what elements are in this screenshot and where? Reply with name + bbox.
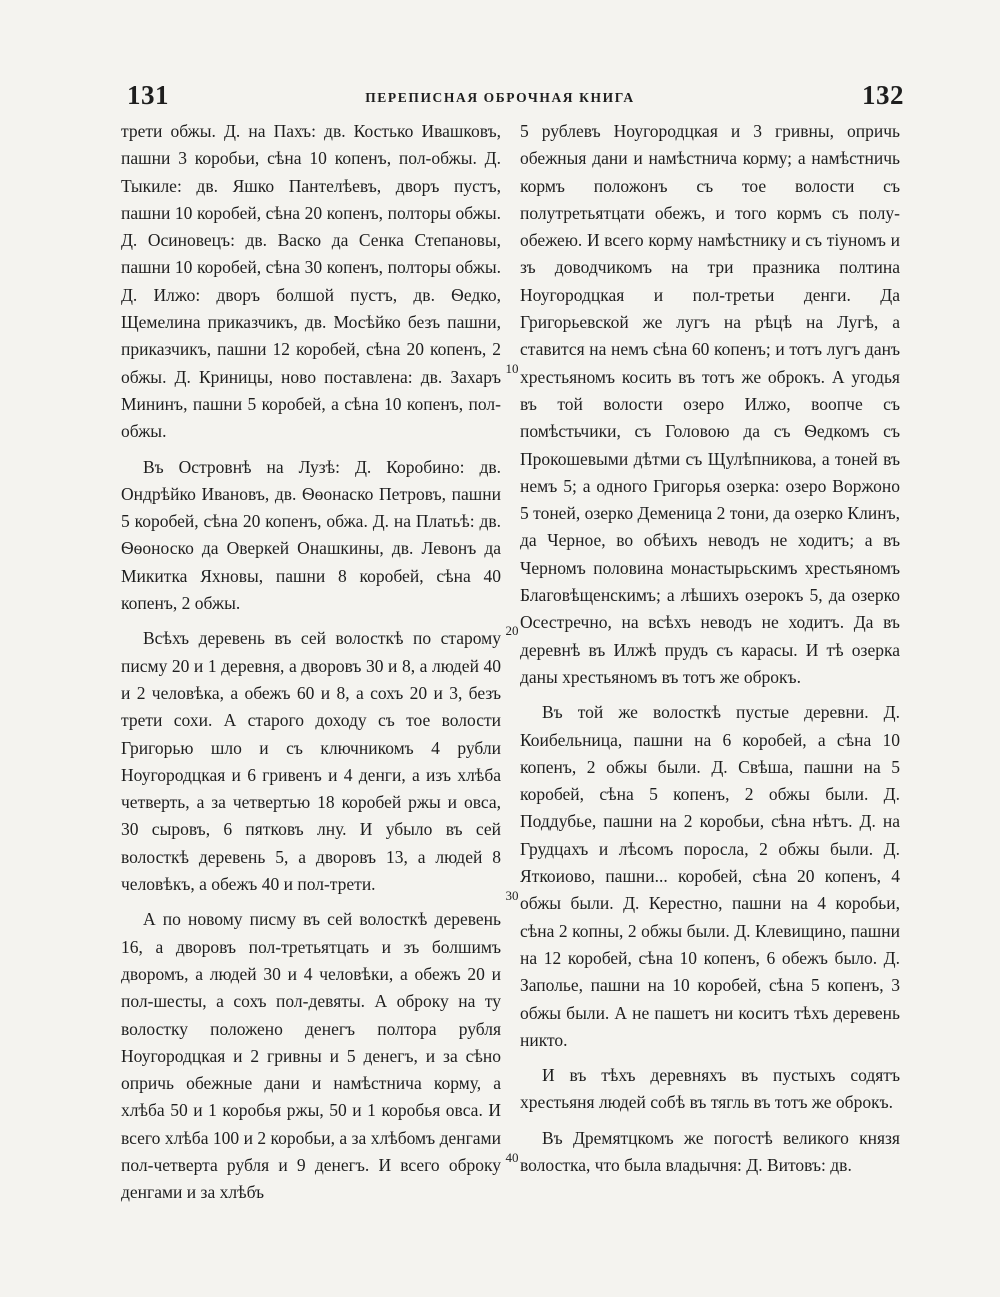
right-column xyxy=(520,118,900,1187)
paragraph: 5 рублевъ Ноугородцкая и 3 гривны, опричь обежныя дани и намѣстнича корму; а намѣстничь кормъ положонъ съ тое волости съ полутретьятцати обежъ, и того кормъ съ полу-обежею. И всего корму намѣстнику и съ тіуномъ и зъ доводчикомъ на три празника полтина Ноугородцкая и пол-третьи денги. Да Григорьевской же лугъ на рѣцѣ на Лугѣ, а ставится на немъ сѣна 60 копенъ; и тотъ лугъ данъ хрестьяномъ косить въ тотъ же оброкъ. А угодья въ той волости озеро Илжо, воопче съ помѣстьчики, съ Головою да съ Ѳедкомъ съ Прокошевыми дѣтми съ Щулѣпникова, а тоней въ немъ 5; а одного Григорья озерка: озеро Воржоно 5 тоней, озерко Деменица 2 тони, да озерко Клинъ, да Черное, во обѣихъ неводъ не ходитъ; а въ Черномъ половина монастырьскимъ хрестьяномъ Благовѣщенскимъ; а лѣшихъ озерокъ 5, да озерко Осестречно, на всѣхъ неводъ не ходитъ. Да въ деревнѣ въ Илжѣ прудъ съ карасы. И тѣ озерка даны хрестьяномъ въ тотъ же оброкъ. xyxy=(520,121,900,687)
page-number-right: 132 xyxy=(862,80,904,110)
line-number: 10 xyxy=(505,361,519,376)
paragraph: Въ Дремятцкомъ же погостѣ великого князя волостка, что была владычня: Д. Витовъ: дв. xyxy=(520,1127,900,1175)
paragraph: Въ той же волосткѣ пустые деревни. Д. Коибельница, пашни на 6 коробей, а сѣна 10 копенъ, 2 обжы были. Д. Свѣша, пашни на 5 коробей, сѣна 5 копенъ, 2 обжы были. Д. Поддубье, пашни на 2 коробьи, сѣна нѣтъ. Д. на Грудцахъ и лѣсомъ поросла, 2 обжы были. Д. Яткоиово, пашни... коробей, сѣна 20 копенъ, 4 обжы были. Д. Керестно, пашни на 4 коробьи, сѣна 2 копны, 2 обжы были. Д. Клевищино, пашни на 12 коробей, сѣна 10 копенъ, 6 обежъ было. Д. Заполье, пашни на 10 коробей, сѣна 5 копенъ, 3 обжы были. А не пашетъ ни коситъ тѣхъ деревень никто. xyxy=(520,702,900,1050)
page-number-left: 131 xyxy=(127,80,169,110)
paragraph: трети обжы. Д. на Пахъ: дв. Костько Ивашковъ, пашни 3 коробьи, сѣна 10 копенъ, пол-обжы. Д. Тыкиле: дв. Яшко Пантелѣевъ, дворъ пустъ, пашни 10 коробей, сѣна 20 копенъ, полторы обжы. Д. Осиновецъ: дв. Васко да Сенка Степановы, пашни 10 коробей, сѣна 30 копенъ, полторы обжы. Д. Илжо: дворъ болшой пустъ, дв. Ѳедко, Щемелина приказчикъ, дв. Мосѣйко безъ пашни, приказчикъ, пашни 12 коробей, сѣна 20 копенъ, 2 обжы. Д. Криницы, ново поставлена: дв. Захаръ Мининъ, пашни 5 коробей, а сѣна 10 копенъ, пол-обжы. xyxy=(121,121,501,442)
paragraph: И въ тѣхъ деревняхъ въ пустыхъ содятъ хрестьяня людей собѣ въ тягль въ тотъ же оброкъ. xyxy=(520,1065,900,1113)
line-number: 40 xyxy=(505,1150,519,1165)
left-column xyxy=(121,118,501,1215)
running-title: ПЕРЕПИСНАЯ ОБРОЧНАЯ КНИГА xyxy=(365,90,635,105)
line-number: 20 xyxy=(505,623,519,638)
paragraph: А по новому писму въ сей волосткѣ деревень 16, а дворовъ пол-третьятцать и зъ болшимъ дворомъ, а людей 30 и 4 человѣки, а обежъ 20 и пол-шесты, а сохъ пол-девяты. А оброку на ту волостку положено денегъ полтора рубля Ноугородцкая и 2 гривны и 5 денегъ, и за сѣно опричь обежные дани и намѣстнича корму, а хлѣба 50 и 1 коробья ржы, 50 и 1 коробья овса. И всего хлѣба 100 и 2 коробьи, а за хлѣбомъ денгами пол-четверта рубля и 9 денегъ. И всего оброку денгами и за хлѣбъ xyxy=(121,909,501,1203)
paragraph: Всѣхъ деревень въ сей волосткѣ по старому писму 20 и 1 деревня, а дворовъ 30 и 8, а людей 40 и 2 человѣка, а обежъ 60 и 8, а сохъ 20 и 3, безъ трети сохи. А старого доходу съ тое волости Григорью шло и съ ключникомъ 4 рубли Ноугородцкая и 6 гривенъ и 4 денги, а изъ хлѣба четверть, а за четвертью 18 коробей ржы и овса, 30 сыровъ, 6 пятковъ лну. И убыло въ сей волосткѣ деревень 5, а дворовъ 13, а людей 8 человѣкъ, а обежъ 40 и пол-трети. xyxy=(121,628,501,895)
line-number: 30 xyxy=(505,888,519,903)
paragraph: Въ Островнѣ на Лузѣ: Д. Коробино: дв. Ондрѣйко Ивановъ, дв. Ѳѳонаско Петровъ, пашни 5 коробей, сѣна 20 копенъ, обжа. Д. на Платьѣ: дв. Ѳѳоноско да Оверкей Онашкины, дв. Левонъ да Микитка Яхновы, пашни 8 коробей, сѣна 40 копенъ, 2 обжы. xyxy=(121,456,501,614)
